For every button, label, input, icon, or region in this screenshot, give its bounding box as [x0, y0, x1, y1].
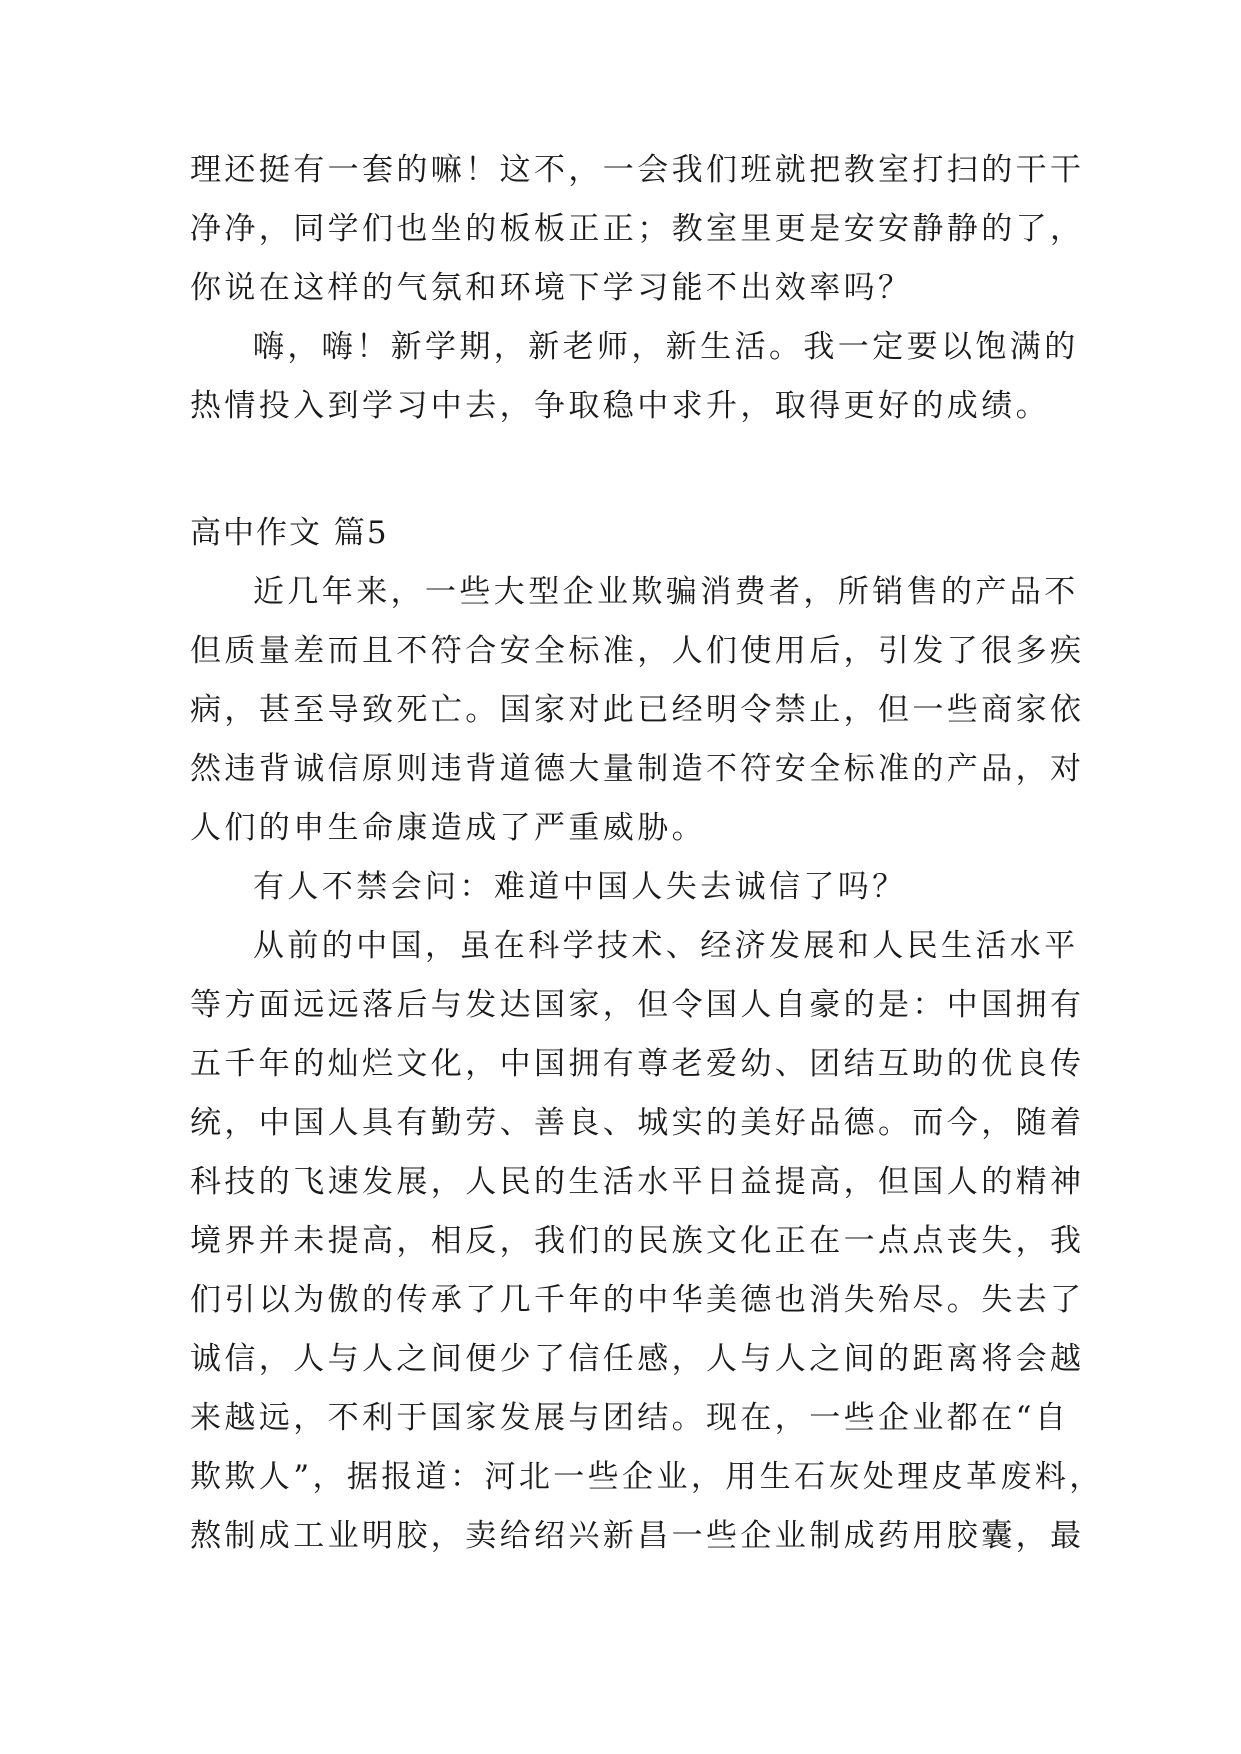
text-line: 诚信，人与人之间便少了信任感，人与人之间的距离将会越 [190, 1341, 1085, 1377]
text-line: 近几年来，一些大型企业欺骗消费者，所销售的产品不 [253, 574, 1079, 610]
text-line: 熬制成工业明胶，卖给绍兴新昌一些企业制成药用胶囊，最 [190, 1518, 1085, 1554]
section-title: 高中作文 篇5 [190, 515, 389, 551]
text-line: 等方面远远落后与发达国家，但令国人自豪的是：中国拥有 [190, 987, 1085, 1023]
text-line: 理还挺有一套的嘛！这不，一会我们班就把教室打扫的干干 [190, 152, 1085, 188]
text-line: 们引以为傲的传承了几千年的中华美德也消失殆尽。失去了 [190, 1282, 1085, 1318]
text-line: 有人不禁会问：难道中国人失去诚信了吗？ [253, 869, 907, 905]
text-line: 境界并未提高，相反，我们的民族文化正在一点点丧失，我 [190, 1223, 1085, 1259]
text-line: 净净，同学们也坐的板板正正；教室里更是安安静静的了， [190, 211, 1085, 247]
text-line: 五千年的灿烂文化，中国拥有尊老爱幼、团结互助的优良传 [190, 1046, 1085, 1082]
text-line: 从前的中国，虽在科学技术、经济发展和人民生活水平 [253, 928, 1079, 964]
text-line: 人们的申生命康造成了严重威胁。 [190, 810, 706, 846]
text-line: 科技的飞速发展，人民的生活水平日益提高，但国人的精神 [190, 1164, 1085, 1200]
text-line: 统，中国人具有勤劳、善良、城实的美好品德。而今，随着 [190, 1105, 1085, 1141]
text-line: 然违背诚信原则违背道德大量制造不符安全标准的产品，对 [190, 751, 1085, 787]
text-line: 热情投入到学习中去，争取稳中求升，取得更好的成绩。 [190, 388, 1050, 424]
text-line: 但质量差而且不符合安全标准，人们使用后，引发了很多疾 [190, 633, 1085, 669]
text-line: 你说在这样的气氛和环境下学习能不出效率吗？ [190, 270, 913, 306]
text-line: 欺欺人”，据报道：河北一些企业，用生石灰处理皮革废料， [190, 1459, 1104, 1495]
text-line: 病，甚至导致死亡。国家对此已经明令禁止，但一些商家依 [190, 692, 1085, 728]
text-line: 嗨，嗨！新学期，新老师，新生活。我一定要以饱满的 [253, 329, 1079, 365]
text-line: 来越远，不利于国家发展与团结。现在，一些企业都在“自 [190, 1400, 1070, 1436]
